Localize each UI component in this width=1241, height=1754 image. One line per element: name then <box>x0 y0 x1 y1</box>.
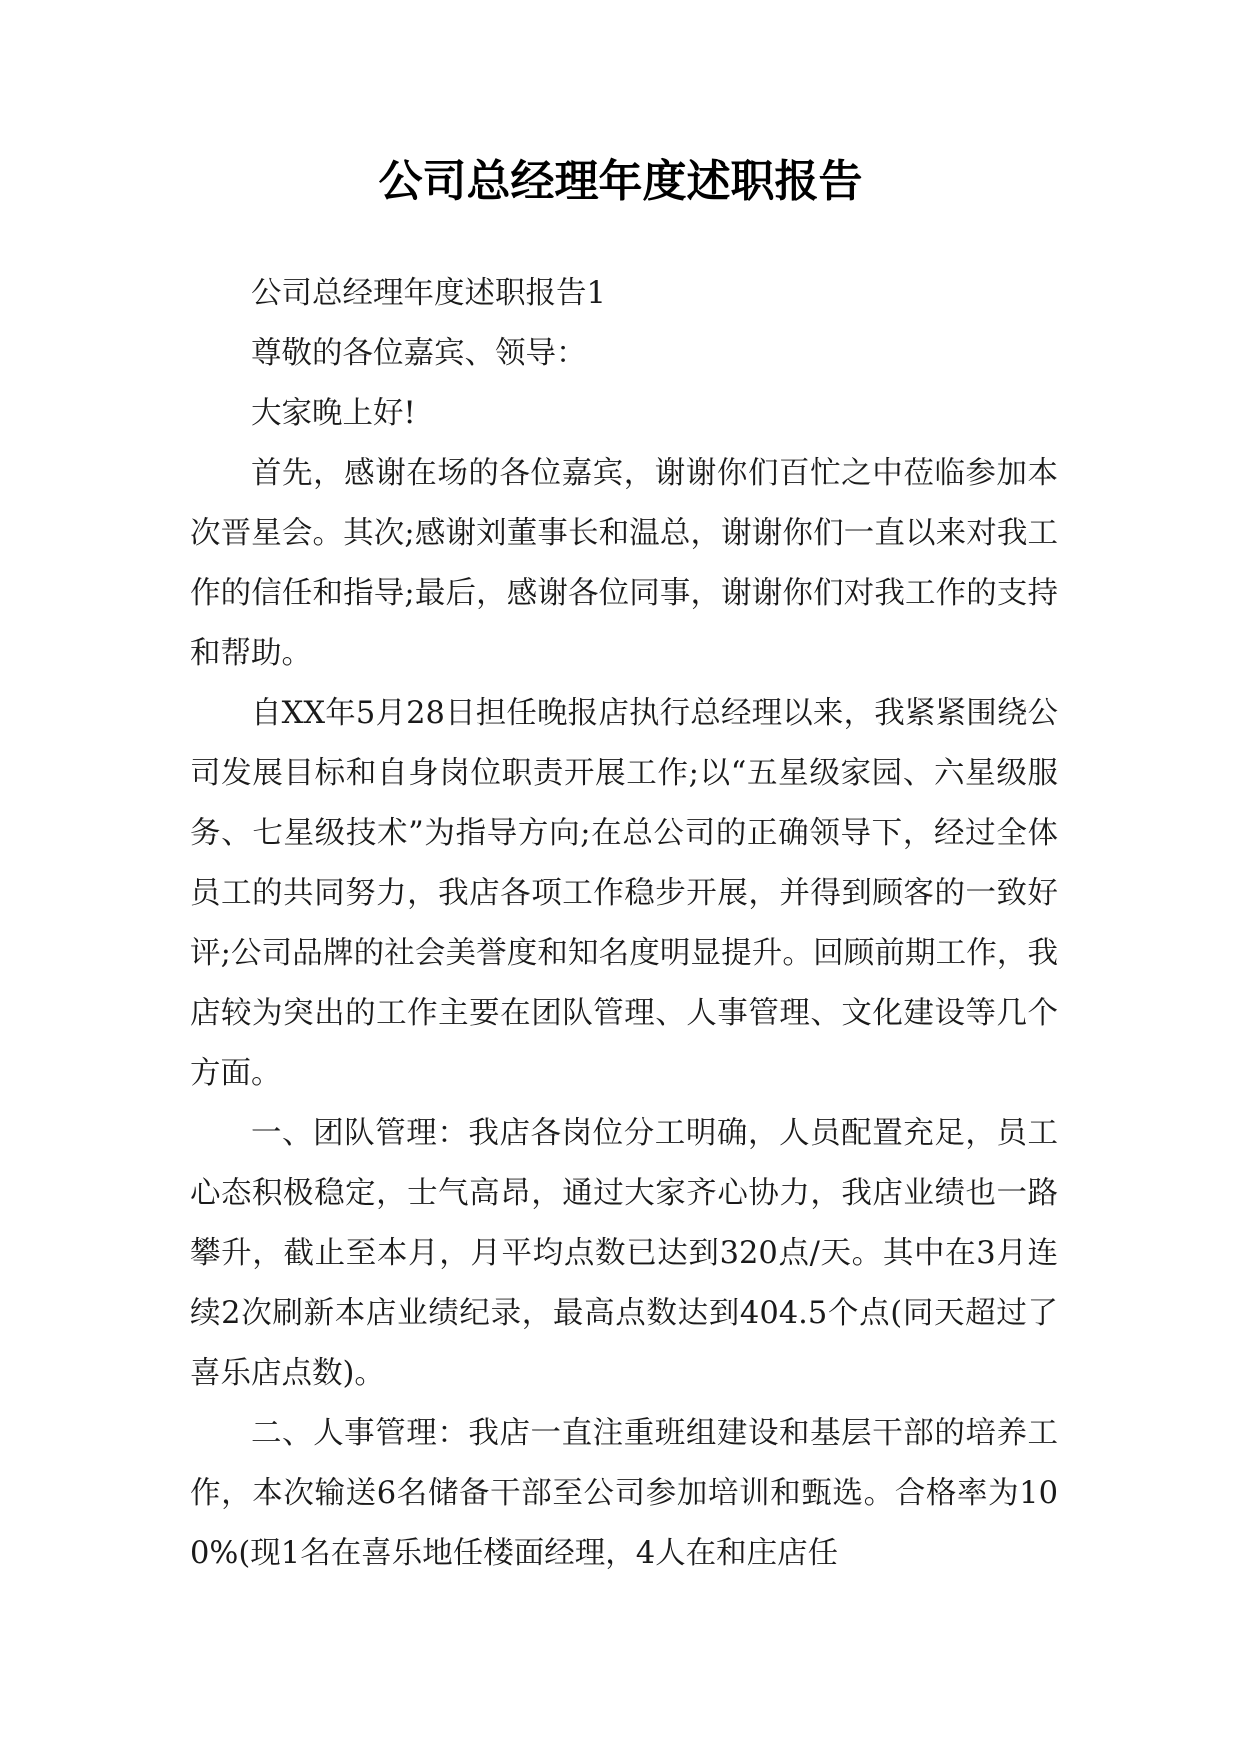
paragraph-personnel-management: 二、人事管理：我店一直注重班组建设和基层干部的培养工作，本次输送6名储备干部至公司参加培训和甄选。合格率为100%(现1名在喜乐地任楼面经理，4人在和庄店任 <box>190 1416 1058 1571</box>
document-body <box>190 264 1058 1584</box>
paragraph-overview: 自XX年5月28日担任晚报店执行总经理以来，我紧紧围绕公司发展目标和自身岗位职责开展工作;以“五星级家园、六星级服务、七星级技术”为指导方向;在总公司的正确领导下，经过全体员工的共同努力，我店各项工作稳步开展，并得到顾客的一致好评;公司品牌的社会美誉度和知名度明显提升。回顾前期工作，我店较为突出的工作主要在团队管理、人事管理、文化建设等几个方面。 <box>190 696 1058 1091</box>
paragraph-heading: 公司总经理年度述职报告1 <box>251 276 606 311</box>
paragraph-salutation: 尊敬的各位嘉宾、领导： <box>251 336 587 371</box>
paragraph-team-management: 一、团队管理：我店各岗位分工明确，人员配置充足，员工心态积极稳定，士气高昂，通过大家齐心协力，我店业绩也一路攀升，截止至本月，月平均点数已达到320点/天。其中在3月连续2次刷新本店业绩纪录，最高点数达到404.5个点(同天超过了喜乐店点数)。 <box>190 1116 1058 1391</box>
paragraph-thanks: 首先，感谢在场的各位嘉宾，谢谢你们百忙之中莅临参加本次晋星会。其次;感谢刘董事长和温总，谢谢你们一直以来对我工作的信任和指导;最后，感谢各位同事，谢谢你们对我工作的支持和帮助。 <box>190 456 1058 671</box>
paragraph-greeting: 大家晚上好! <box>251 396 416 431</box>
document-title: 公司总经理年度述职报告 <box>378 156 863 207</box>
